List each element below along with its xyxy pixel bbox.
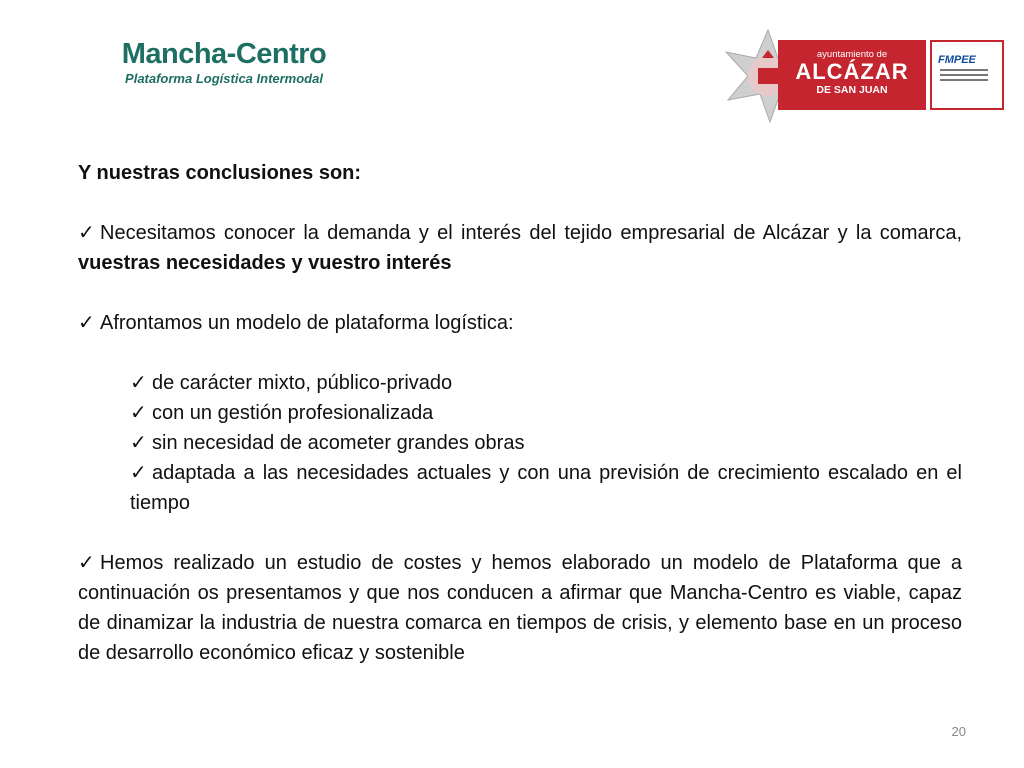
fmpee-name: FMPEE (938, 54, 976, 66)
point-demand (78, 218, 962, 278)
point-demand-text: Necesitamos conocer la demanda y el interés del tejido empresarial de Alcázar y la comarca, (100, 222, 962, 244)
fmpee-tagline-lines (940, 69, 1002, 81)
fmpee-logo (930, 40, 1004, 110)
subpoint-works (78, 428, 962, 458)
check-icon: ✓ (130, 462, 147, 484)
check-icon: ✓ (130, 432, 147, 454)
ayuntamiento-line2: ALCÁZAR (795, 59, 909, 84)
subpoint-text: sin necesidad de acometer grandes obras (152, 432, 525, 454)
check-icon: ✓ (78, 552, 95, 574)
slide-content (78, 158, 962, 668)
check-icon: ✓ (78, 312, 95, 334)
subpoint-text: de carácter mixto, público-privado (152, 372, 453, 394)
check-icon: ✓ (78, 222, 95, 244)
ayuntamiento-line3: DE SAN JUAN (816, 84, 888, 96)
point-demand-bold: vuestras necesidades y vuestro interés (78, 252, 452, 274)
subpoint-text: con un gestión profesionalizada (152, 402, 434, 424)
check-icon: ✓ (130, 372, 147, 394)
conclusions-heading: Y nuestras conclusiones son: (78, 162, 362, 184)
page-number: 20 (951, 724, 966, 739)
subpoint-management (78, 398, 962, 428)
brand-header (108, 38, 340, 88)
point-model-text: Afrontamos un modelo de plataforma logística: (100, 312, 514, 334)
ayuntamiento-line1: ayuntamiento de (816, 49, 888, 60)
page-title: Mancha-Centro (121, 38, 327, 70)
subpoint-mixed (78, 368, 962, 398)
ayuntamiento-logo (778, 40, 926, 110)
point-study (78, 548, 962, 668)
page-subtitle: Plataforma Logística Intermodal (125, 71, 323, 86)
subpoint-text: adaptada a las necesidades actuales y con una previsión de crecimiento escalado en el tiempo (130, 462, 962, 514)
logos (720, 28, 982, 124)
point-model (78, 308, 962, 338)
check-icon: ✓ (130, 402, 147, 424)
point-study-text: Hemos realizado un estudio de costes y hemos elaborado un modelo de Plataforma que a continuación os presentamos y que nos conducen a afirmar que Mancha-Centro es viable, capaz de dinamizar la industria de nuestra comarca en tiempos de crisis, y elemento base en un proceso de desarrollo económico eficaz y sostenible (78, 552, 962, 664)
subpoint-growth (78, 458, 962, 518)
